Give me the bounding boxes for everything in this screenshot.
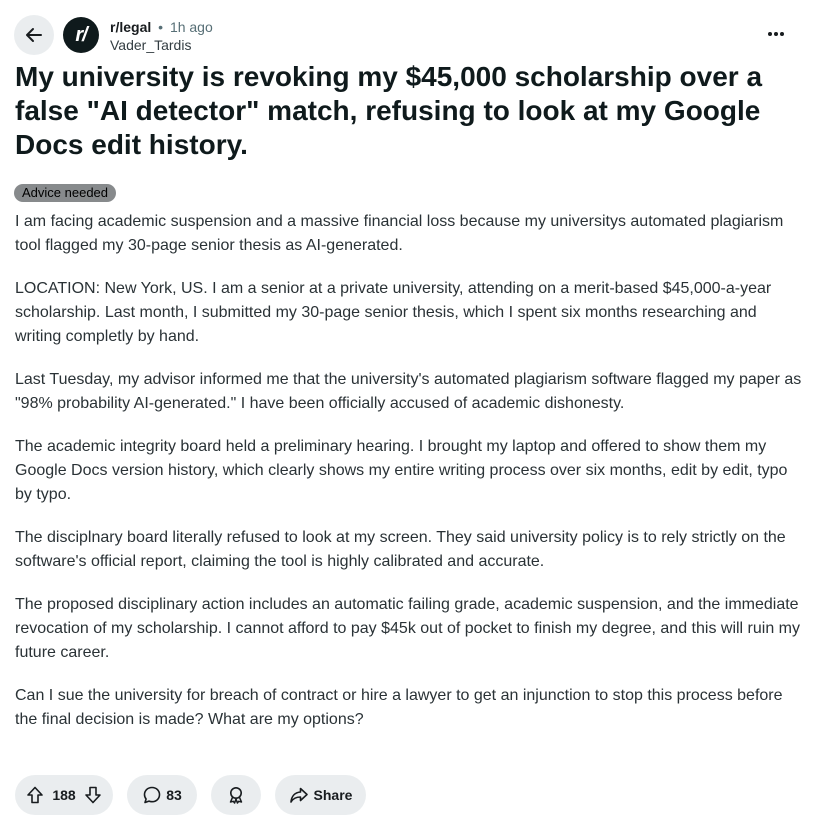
more-options-button[interactable]: [758, 20, 794, 48]
vote-score: 188: [52, 787, 76, 803]
post-flair[interactable]: Advice needed: [14, 184, 116, 202]
subreddit-link[interactable]: r/legal: [110, 19, 152, 35]
more-horizontal-icon: [767, 31, 785, 37]
share-button[interactable]: [275, 775, 366, 815]
body-paragraph: I am facing academic suspension and a massive financial loss because my universitys automated plagiarism tool flagged my 30-page senior thesis as AI-generated.: [15, 213, 784, 254]
arrow-up-icon: [25, 785, 45, 805]
post-action-bar: [15, 775, 366, 815]
body-paragraph: The disciplnary board literally refused to look at my screen. They said university policy is to rely strictly on the software's official report, claiming the tool is highly calibrated and accurate.: [15, 529, 786, 570]
subreddit-avatar-text: r/: [75, 23, 87, 46]
downvote-button[interactable]: [79, 781, 107, 809]
body-paragraph: Last Tuesday, my advisor informed me that the university's automated plagiarism software flagged my paper as "98% probability AI-generated." I have been officially accused of academic dishonesty.: [15, 371, 802, 412]
subreddit-avatar[interactable]: [63, 17, 99, 53]
meta-separator: •: [158, 19, 164, 35]
vote-control: [15, 775, 113, 815]
post-title: My university is revoking my $45,000 scholarship over a false "AI detector" match, refusing to look at my Google Docs edit history.: [15, 61, 763, 160]
arrow-left-icon: [24, 25, 44, 45]
author-link[interactable]: Vader_Tardis: [110, 37, 192, 53]
award-button[interactable]: [211, 775, 261, 815]
comment-count: 83: [166, 787, 182, 803]
body-paragraph: The academic integrity board held a preliminary hearing. I brought my laptop and offered to show them my Google Docs version history, which clearly shows my entire writing process over six months, edit by edit, typo by typo.: [15, 438, 788, 503]
post-age: 1h ago: [169, 19, 213, 35]
share-label: Share: [313, 787, 353, 803]
comment-icon: [142, 785, 162, 805]
body-paragraph: The proposed disciplinary action includes an automatic failing grade, academic suspension, and the immediate revocation of my scholarship. I cannot afford to pay $45k out of pocket to finish my degree, and this will ruin my future career.: [15, 596, 800, 661]
arrow-down-icon: [83, 785, 103, 805]
back-button[interactable]: [14, 15, 54, 55]
share-icon: [289, 785, 309, 805]
post-meta: [110, 18, 213, 36]
upvote-button[interactable]: [21, 781, 49, 809]
award-icon: [226, 785, 246, 805]
body-paragraph: LOCATION: New York, US. I am a senior at a private university, attending on a merit-based $45,000-a-year scholarship. Last month, I submitted my 30-page senior thesis, which I spent six months researching and writing completly by hand.: [15, 280, 772, 345]
comments-button[interactable]: [127, 775, 197, 815]
post-body: [15, 210, 805, 751]
body-paragraph: Can I sue the university for breach of contract or hire a lawyer to get an injunction to stop this process before the final decision is made? What are my options?: [15, 687, 783, 728]
